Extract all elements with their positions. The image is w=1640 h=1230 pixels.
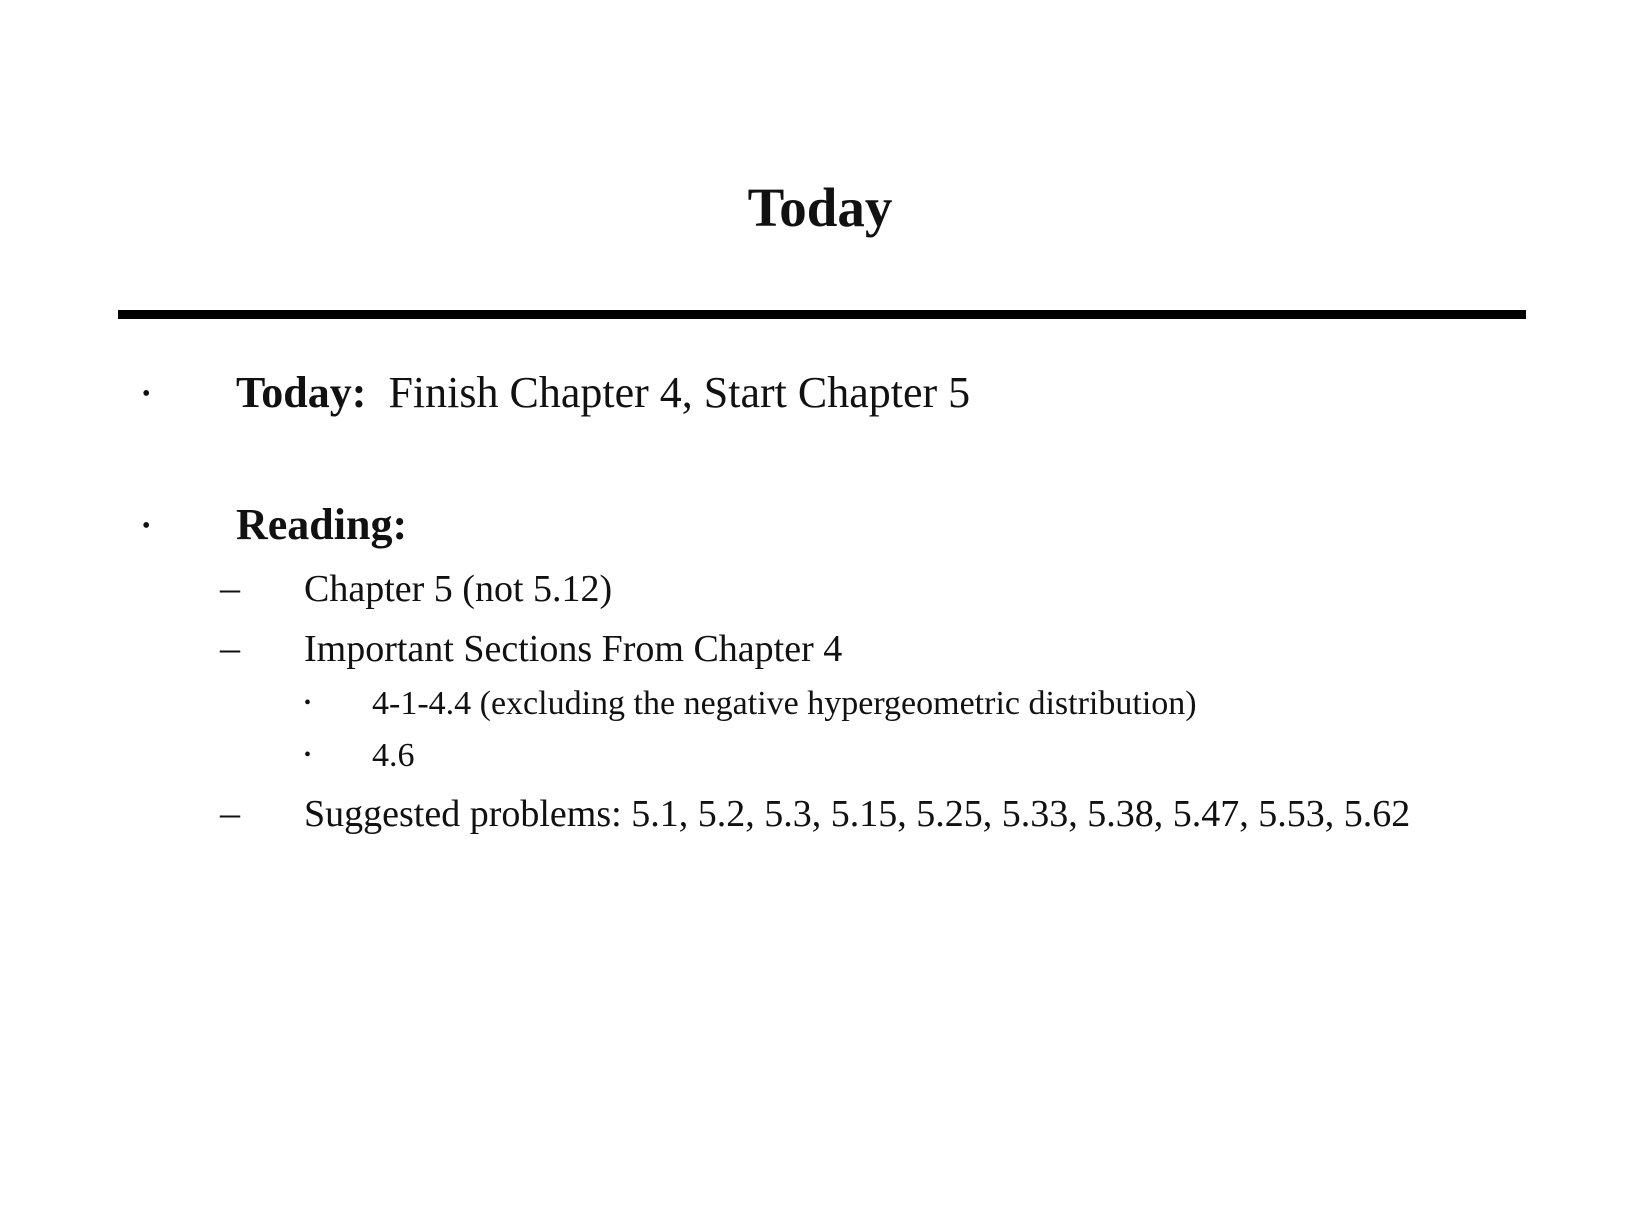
sub-sub-item-section-4-6: 4.6 — [372, 737, 415, 774]
dash-icon: – — [220, 625, 240, 670]
dash-icon: – — [220, 565, 240, 610]
title-divider — [118, 310, 1526, 319]
sub-item-important-sections: Important Sections From Chapter 4 — [304, 628, 843, 670]
bullet-item-reading: Reading: — [236, 500, 408, 549]
bullet-icon: • — [304, 692, 312, 714]
bullet-icon: • — [142, 381, 151, 407]
dash-icon: – — [220, 790, 240, 835]
slide-title: Today — [747, 177, 893, 238]
sub-item-suggested-problems: Suggested problems: 5.1, 5.2, 5.3, 5.15, 5.25, 5.33, 5.38, 5.47, 5.53, 5.62 — [304, 793, 1411, 835]
bullet-icon: • — [304, 744, 312, 766]
sub-sub-item-sections: 4-1-4.4 (excluding the negative hypergeometric distribution) — [372, 685, 1197, 722]
sub-item-chapter-5: Chapter 5 (not 5.12) — [304, 568, 613, 610]
item-label: Today: — [236, 368, 367, 417]
bullet-item-today — [236, 368, 970, 419]
item-text: Finish Chapter 4, Start Chapter 5 — [388, 368, 971, 417]
bullet-icon: • — [142, 513, 151, 539]
